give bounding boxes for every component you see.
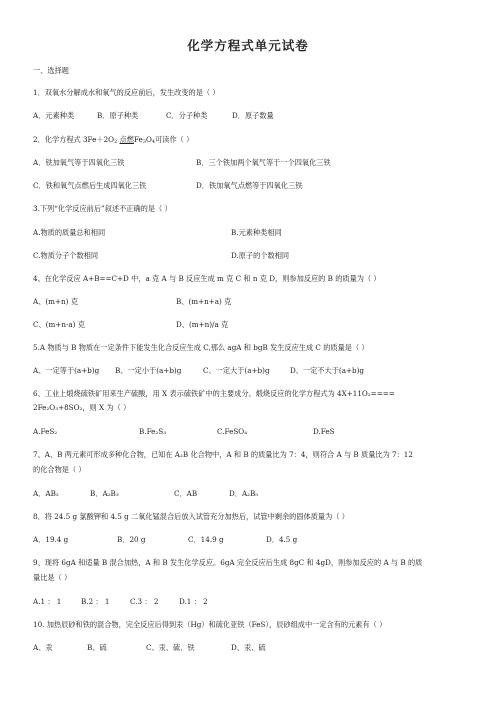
q1-option-b: B．原子种类 [97, 111, 139, 120]
q3-option-c: C.物质分子个数相同 [33, 251, 99, 260]
q9-option-a: A.1 ： 1 [33, 597, 62, 606]
q2-stem-part-a: 2．化学方程式 3Fe＋2O [33, 135, 115, 144]
q10-option-a: A、汞 [33, 643, 53, 652]
question-7-stem-line2: 的化合物是（ ） [33, 465, 86, 474]
q8-option-d: D．4.5 g [266, 535, 298, 544]
q6-option-b: B.Fe₂S₃ [139, 427, 167, 436]
page-title: 化学方程式单元试卷 [187, 38, 309, 53]
q5-option-b: B、一定小于(a+b)g [115, 366, 182, 375]
q4-option-a: A、(m+n) 克 [33, 297, 78, 306]
q4-option-b: B、(m+n+a) 克 [176, 297, 232, 306]
question-4-stem: 4、在化学反应 A+B==C+D 中，a 克 A 与 B 反应生成 m 克 C 和 n 克 D，则参加反应的 B 的质量为（ ） [33, 274, 381, 283]
q2-option-d: D．铁加氧气点燃等于四氧化三铁 [196, 181, 303, 190]
q7-option-d: D．A₂B₅ [229, 489, 259, 498]
question-5-stem: 5.A 物质与 B 物质在一定条件下能发生化合反应生成 C,那么 agA 和 bgB 发生反应生成 C 的质量是（ ） [33, 343, 369, 352]
q2-sub-2: 3 [142, 139, 146, 145]
section-heading: 一、选择题 [33, 66, 69, 75]
q6-option-c: C.FeSO₄ [217, 427, 248, 436]
q9-option-d: D.1 ： 2 [179, 597, 208, 606]
q3-option-d: D.原子的个数相同 [231, 251, 290, 260]
q5-option-d: D、一定不大于(a+b)g [290, 366, 365, 375]
q2-sub-1: 2 [114, 139, 118, 145]
q2-option-b: B．三个铁加两个氧气等于一个四氧化三铁 [196, 158, 331, 167]
question-1-stem: 1．双氧水分解成水和氧气的反应前后，发生改变的是（ ） [33, 88, 220, 97]
q6-option-a: A.FeS₂ [33, 427, 58, 436]
q2-sub-3: 4 [151, 139, 156, 145]
q7-option-a: A．AB₂ [33, 489, 59, 498]
q7-option-c: C．AB [174, 489, 198, 498]
q10-option-c: C、汞、硫、铁 [146, 643, 195, 652]
q9-option-c: C.3 ： 2 [130, 597, 159, 606]
q8-option-c: C．14.9 g [188, 535, 224, 544]
q3-option-a: A.物质的质量总和相同 [33, 228, 106, 237]
q9-option-b: B.2 ： 1 [81, 597, 110, 606]
q2-stem-part-b: Fe [133, 135, 143, 144]
question-6-stem-line2: 2Fe₂O₃+8SO₂，则 X 为（ ） [33, 403, 131, 412]
q2-stem-part-c: O [145, 135, 152, 144]
q5-option-a: A、一定等于(a+b)g [33, 366, 100, 375]
q5-option-c: C、一定大于(a+b)g [203, 366, 270, 375]
q1-option-c: C．分子种类 [166, 111, 208, 120]
q2-condition: 点燃 [119, 135, 134, 144]
question-3-stem: 3.下列“化学反应前后”叙述不正确的是（ ） [33, 204, 172, 213]
question-6-stem-line1: 6、工业上煅烧硫铁矿用来生产硫酸，用 X 表示硫铁矿中的主要成分。煅烧反应的化学方程式为 4X+11O₂==== [33, 389, 395, 398]
q1-option-d: D．原子数量 [232, 111, 274, 120]
question-8-stem: 8．将 24.5 g 氯酸钾和 4.5 g 二氧化锰混合后放入试管充分加热后，试管中剩余的固体质量为（ ） [33, 512, 349, 521]
question-10-stem: 10. 加热辰砂和铁的混合物，完全反应后得到汞（Hg）和硫化亚铁（FeS），辰砂组成中一定含有的元素有（ ） [33, 620, 387, 629]
q1-option-a: A．元素种类 [33, 111, 75, 120]
q7-option-b: B．A₂B₃ [90, 489, 119, 498]
question-2-stem [33, 135, 193, 147]
question-9-stem-line2: 量比是（ ） [33, 573, 72, 582]
q6-option-d: D.FeS [313, 427, 335, 436]
q4-option-c: C、(m+n-a) 克 [33, 320, 85, 329]
q2-option-c: C．铁和氧气点燃后生成四氧化三铁 [33, 181, 147, 190]
q8-option-b: B．20 g [117, 535, 146, 544]
q4-option-d: D、(m+n)/a 克 [176, 320, 229, 329]
q3-option-b: B.元素种类相同 [231, 228, 282, 237]
q2-stem-part-d: 可读作（ ） [155, 135, 194, 144]
q10-option-d: D、汞、硫 [231, 643, 266, 652]
q10-option-b: B、硫 [87, 643, 107, 652]
question-7-stem-line1: 7、A、B 两元素可形成多种化合物，已知在 A₂B 化合物中，A 和 B 的质量比为 7：4，则符合 A 与 B 质量比为 7：12 [33, 450, 413, 459]
question-9-stem-line1: 9、现将 6gA 和适量 B 混合加热，A 和 B 发生化学反应。6gA 完全反应后生成 8gC 和 4gD，则参加反应的 A 与 B 的质 [33, 558, 423, 567]
q2-option-a: A．铁加氧气等于四氧化三铁 [33, 158, 125, 167]
q8-option-a: A．19.4 g [33, 535, 69, 544]
